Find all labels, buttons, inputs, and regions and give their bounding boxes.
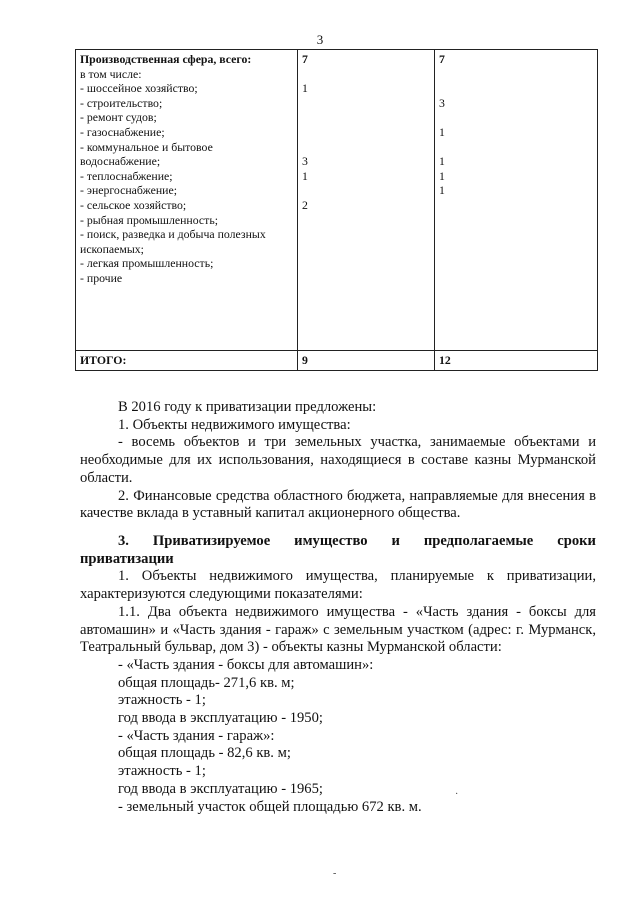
table-body-row <box>76 50 598 351</box>
table-cell <box>439 81 593 96</box>
table-cell: Производственная сфера, всего: <box>80 52 252 66</box>
table-cell <box>302 125 430 140</box>
list-item: - «Часть здания - боксы для автомашин»: <box>118 656 374 673</box>
heading-word: имущество <box>294 533 368 549</box>
table-cell <box>439 227 593 242</box>
paragraph: 2. Финансовые средства областного бюджета, направляемые для внесения в качестве вклада в уставный капитал акционерного общества. <box>80 487 596 522</box>
table-cell: - коммунальное и бытовое <box>80 139 213 154</box>
list-item: этажность - 1; <box>118 692 206 709</box>
count-column-1 <box>298 50 435 351</box>
total-label: ИТОГО: <box>76 351 298 371</box>
paragraph: 1.1. Два объекта недвижимого имущества - «Часть здания - боксы для автомашин» и «Часть здания - гараж» с земельным участком (адрес: г. Мурманск, Театральный бульвар, дом 3) - объекты казны Мурманской области: <box>80 603 596 656</box>
table-cell: 1 <box>439 124 445 139</box>
property-list <box>80 657 596 816</box>
table-cell: - рыбная промышленность; <box>80 212 218 227</box>
statistics-table <box>75 49 598 371</box>
table-cell: 2 <box>302 197 308 212</box>
text-block-2016 <box>80 399 596 523</box>
table-cell <box>439 242 593 257</box>
scan-speck: · <box>455 789 459 800</box>
section-3 <box>80 533 596 816</box>
table-cell <box>439 213 593 228</box>
paragraph: 1. Объекты недвижимого имущества: <box>118 416 351 433</box>
list-item: этажность - 1; <box>118 763 206 780</box>
table-cell <box>302 110 430 125</box>
table-cell: - поиск, разведка и добыча полезных <box>80 227 266 242</box>
table-cell: 1 <box>439 154 445 169</box>
table-cell <box>439 140 593 155</box>
table-cell <box>302 227 430 242</box>
section-heading <box>80 533 596 551</box>
table-cell: 7 <box>439 52 445 66</box>
table-cell <box>439 110 593 125</box>
table-cell <box>302 256 430 271</box>
list-item: общая площадь - 82,6 кв. м; <box>118 745 291 762</box>
list-item: год ввода в эксплуатацию - 1950; <box>118 710 323 727</box>
section-heading-continuation: приватизации <box>80 550 174 567</box>
category-column <box>76 50 298 351</box>
page-number: 3 <box>316 32 324 47</box>
heading-word: предполагаемые <box>423 533 534 549</box>
table-cell: водоснабжение; <box>80 154 161 169</box>
table-cell: 7 <box>302 52 308 66</box>
table-cell: 1 <box>439 183 445 198</box>
table-cell: - прочие <box>80 270 123 285</box>
table-cell: 3 <box>302 154 308 169</box>
count-column-2 <box>435 50 598 351</box>
table-cell: 1 <box>439 168 445 183</box>
list-item: общая площадь- 271,6 кв. м; <box>118 674 295 691</box>
list-item: - «Часть здания - гараж»: <box>118 727 275 744</box>
paragraph: - восемь объектов и три земельных участка, занимаемые объектами и необходимые для их использования, находящиеся в составе казны Мурманской области. <box>80 434 596 486</box>
table-cell <box>302 96 430 111</box>
table-cell <box>439 67 593 82</box>
table-cell: 3 <box>439 95 445 110</box>
table-cell <box>439 198 593 213</box>
table-cell <box>302 140 430 155</box>
total-value-1: 9 <box>298 351 435 371</box>
table-cell: в том числе: <box>80 66 142 81</box>
table-cell <box>302 67 430 82</box>
table-cell: - ремонт судов; <box>80 110 157 125</box>
table-cell <box>439 256 593 271</box>
table-cell <box>302 271 430 286</box>
scan-speck: - <box>333 868 337 879</box>
table-cell <box>302 213 430 228</box>
table-cell: - газоснабжение; <box>80 124 165 139</box>
table-cell <box>302 183 430 198</box>
heading-word: и <box>391 533 400 549</box>
paragraph: В 2016 году к приватизации предложены: <box>118 399 377 415</box>
heading-word: 3. <box>118 533 129 549</box>
list-item: - земельный участок общей площадью 672 кв. м. <box>118 798 422 815</box>
table-cell: - теплоснабжение; <box>80 168 173 183</box>
table-total-row <box>76 351 598 371</box>
table-cell: - энергоснабжение; <box>80 183 177 198</box>
list-item: год ввода в эксплуатацию - 1965; <box>118 780 323 797</box>
table-cell: - легкая промышленность; <box>80 256 214 271</box>
table-cell: - шоссейное хозяйство; <box>80 81 198 96</box>
paragraph: 1. Объекты недвижимого имущества, планируемые к приватизации, характеризуются следующими показателями: <box>80 568 596 603</box>
heading-word: сроки <box>557 533 596 549</box>
table-cell: - сельское хозяйство; <box>80 197 187 212</box>
total-value-2: 12 <box>435 351 598 371</box>
heading-word: Приватизируемое <box>152 533 271 549</box>
table-cell: - строительство; <box>80 95 163 110</box>
table-cell: 1 <box>302 81 308 96</box>
table-cell: 1 <box>302 168 308 183</box>
table-cell <box>439 271 593 286</box>
table-cell: ископаемых; <box>80 241 144 256</box>
table-cell <box>302 242 430 257</box>
